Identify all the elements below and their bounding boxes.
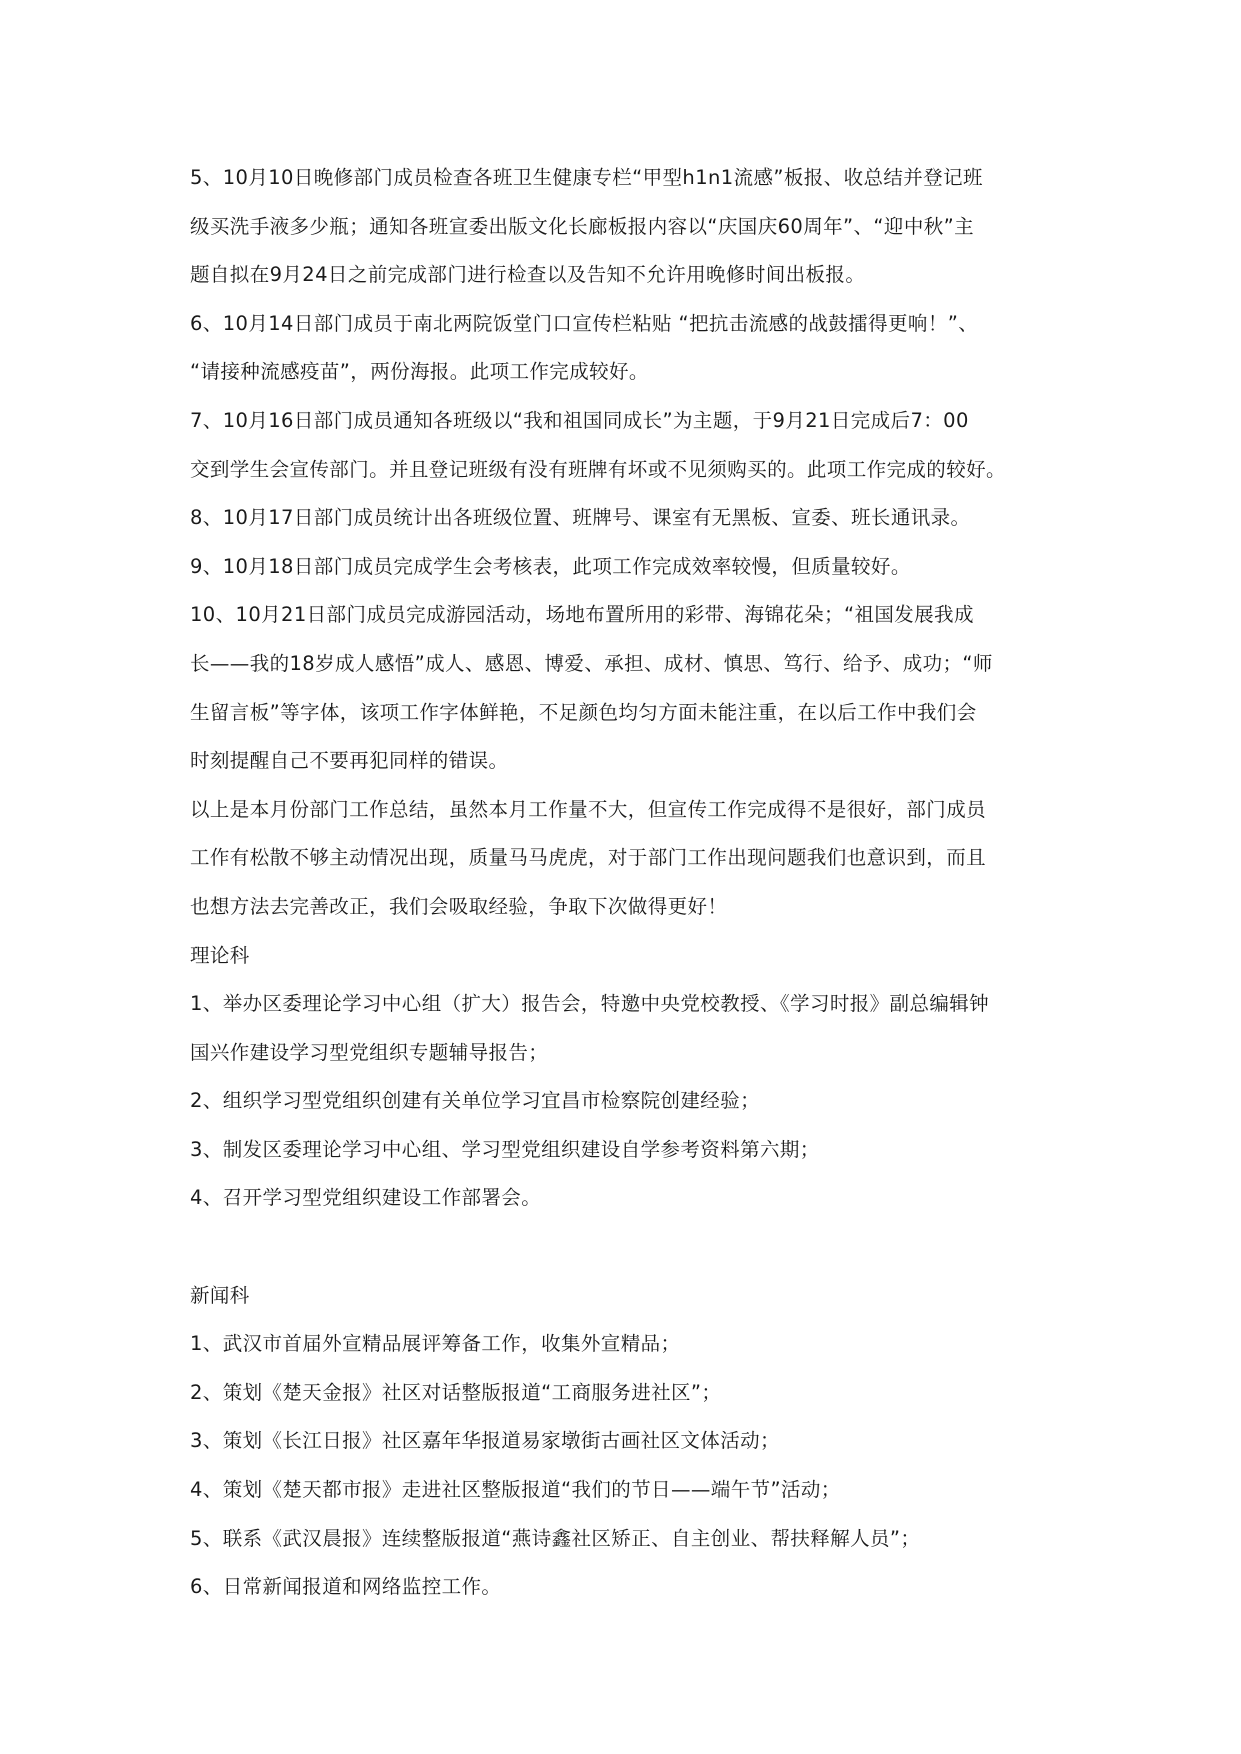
document-body: [190, 154, 1070, 1612]
text-line: 交到学生会宣传部门。并且登记班级有没有班牌有坏或不见须购买的。此项工作完成的较好。: [190, 457, 1006, 481]
list-item: 1、武汉市首届外宣精品展评筹备工作，收集外宣精品；: [190, 1332, 681, 1356]
text-line: 级买洗手液多少瓶；通知各班宣委出版文化长廊板报内容以“庆国庆60周年”、“迎中秋”主: [190, 214, 975, 238]
text-line: 5、10月10日晚修部门成员检查各班卫生健康专栏“甲型h1n1流感”板报、收总结并登记班: [190, 166, 983, 189]
text-line: 工作有松散不够主动情况出现，质量马马虎虎，对于部门工作出现问题我们也意识到，而且: [190, 846, 987, 870]
blank-line: [190, 1223, 1070, 1272]
text-line: 8、10月17日部门成员统计出各班级位置、班牌号、课室有无黑板、宣委、班长通讯录。: [190, 506, 971, 530]
section-heading-theory: 理论科: [190, 943, 250, 967]
text-line: 也想方法去完善改正，我们会吸取经验，争取下次做得更好！: [190, 894, 728, 918]
text-line: 生留言板”等字体，该项工作字体鲜艳，不足颜色均匀方面未能注重，在以后工作中我们会: [190, 700, 977, 724]
list-item: 2、策划《楚天金报》社区对话整版报道“工商服务进社区”；: [190, 1380, 722, 1404]
list-item: 1、举办区委理论学习中心组（扩大）报告会，特邀中央党校教授、《学习时报》副总编辑钟: [190, 992, 990, 1016]
text-line: 以上是本月份部门工作总结，虽然本月工作量不大，但宣传工作完成得不是很好，部门成员: [190, 797, 987, 821]
text-line: 6、10月14日部门成员于南北两院饭堂门口宣传栏粘贴 “把抗击流感的战鼓擂得更响！”、: [190, 311, 979, 335]
text-line: 9、10月18日部门成员完成学生会考核表，此项工作完成效率较慢，但质量较好。: [190, 554, 911, 578]
section-heading-news: 新闻科: [190, 1283, 250, 1307]
list-item: 4、策划《楚天都市报》走进社区整版报道“我们的节日——端午节”活动；: [190, 1478, 841, 1502]
text-line: 7、10月16日部门成员通知各班级以“我和祖国同成长”为主题，于9月21日完成后7：00: [190, 408, 969, 432]
text-line: 时刻提醒自己不要再犯同样的错误。: [190, 749, 509, 773]
list-item: 4、召开学习型党组织建设工作部署会。: [190, 1186, 542, 1210]
list-item: 5、联系《武汉晨报》连续整版报道“燕诗鑫社区矫正、自主创业、帮扶释解人员”；: [190, 1526, 921, 1550]
text-line: 10、10月21日部门成员完成游园活动，场地布置所用的彩带、海锦花朵；“祖国发展我成: [190, 603, 974, 627]
text-line: 题自拟在9月24日之前完成部门进行检查以及告知不允许用晚修时间出板报。: [190, 263, 866, 287]
list-item: 6、日常新闻报道和网络监控工作。: [190, 1575, 502, 1599]
list-item: 国兴作建设学习型党组织专题辅导报告；: [190, 1040, 549, 1064]
text-line: 长——我的18岁成人感悟”成人、感恩、博爱、承担、成材、慎思、笃行、给予、成功；“师: [190, 651, 993, 675]
list-item: 3、制发区委理论学习中心组、学习型党组织建设自学参考资料第六期；: [190, 1137, 820, 1161]
list-item: 3、策划《长江日报》社区嘉年华报道易家墩街古画社区文体活动；: [190, 1429, 780, 1453]
text-line: “请接种流感疫苗”，两份海报。此项工作完成较好。: [190, 360, 649, 384]
list-item: 2、组织学习型党组织创建有关单位学习宜昌市检察院创建经验；: [190, 1089, 761, 1113]
